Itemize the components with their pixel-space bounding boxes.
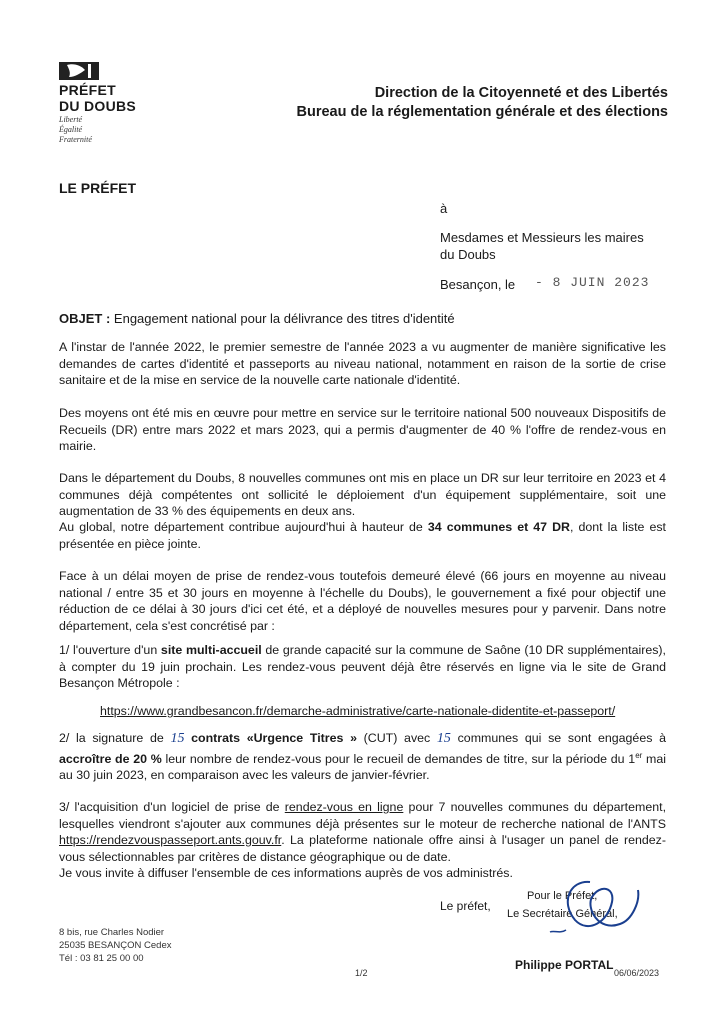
recipient-line1: Mesdames et Messieurs les maires xyxy=(440,230,644,245)
sender: LE PRÉFET xyxy=(59,180,137,196)
signature-le-prefet: Le préfet, xyxy=(440,899,491,913)
paragraph-7: 2/ la signature de 15 contrats «Urgence Titres » (CUT) avec 15 communes qui se sont engagées à accroître de 20 % leur nombre de rendez-vous pour le recueil de demandes de titre, sur la période du 1er mai au 30 juin 2023, en comparaison avec les valeurs de janvier-février. xyxy=(59,731,666,783)
recipient-line2: du Doubs xyxy=(440,247,496,262)
prefecture-name: PRÉFET DU DOUBS xyxy=(59,82,137,114)
subject-line xyxy=(59,311,455,326)
date-stamp: - 8 JUIN 2023 xyxy=(535,275,650,290)
grand-besancon-link[interactable]: https://www.grandbesancon.fr/demarche-administrative/carte-nationale-didentite-et-passeport/ xyxy=(100,704,616,718)
paragraph-8: 3/ l'acquisition d'un logiciel de prise de rendez-vous en ligne pour 7 nouvelles communes du département, lesquelles viendront s'ajouter aux communes déjà présentes sur le moteur de recherche national de l'ANTS https://rendezvouspasseport.ants.gouv.fr. La plateforme nationale offre ainsi à l'usager un panel de rendez-vous sélectionnables par critères de distance géographique ou de date. xyxy=(59,800,667,864)
signature-secretaire: Le Secrétaire Général, xyxy=(507,908,618,920)
signature-pour-le-prefet: Pour le Préfet, xyxy=(527,890,598,902)
page-number: 1/2 xyxy=(355,968,368,978)
place-date: Besançon, le xyxy=(440,277,516,292)
ants-link[interactable]: https://rendezvouspasseport.ants.gouv.fr xyxy=(59,833,282,848)
subject-text: Engagement national pour la délivrance des titres d'identité xyxy=(113,311,455,326)
online-booking-underlined: rendez-vous en ligne xyxy=(284,800,404,814)
paragraph-6: 1/ l'ouverture d'un site multi-accueil de grande capacité sur la commune de Saône (10 DR supplémentaires), à compter du 19 juin prochain. Les rendez-vous peuvent déjà être réservés en ligne via le site de Grand Besançon Métropole : xyxy=(59,643,666,691)
signatory-name: Philippe PORTAL xyxy=(515,958,614,972)
footer-date: 06/06/2023 xyxy=(614,968,660,978)
paragraph-2: Des moyens ont été mis en œuvre pour mettre en service sur le territoire national 500 nouveaux Dispositifs de Recueils (DR) entre mars 2022 et mars 2023, qui a permis d'augmenter de 40 % l'offre de rendez-vous en mairie. xyxy=(59,406,666,454)
handwritten-signature xyxy=(520,872,650,952)
handwritten-count-2: 15 xyxy=(436,731,451,746)
paragraph-4: Au global, notre département contribue aujourd'hui à hauteur de 34 communes et 47 DR, dont la liste est présentée en pièce jointe. xyxy=(59,520,666,551)
paragraph-1: A l'instar de l'année 2022, le premier semestre de l'année 2023 a vu augmenter de manière significative les demandes de cartes d'identité et passeports au niveau national, notamment en raison de la sortie de crise sanitaire et de la mise en service de la nouvelle carte nationale d'identité. xyxy=(59,340,666,388)
paragraph-5: Face à un délai moyen de prise de rendez-vous toutefois demeuré élevé (66 jours en moyenne au niveau national / entre 35 et 30 jours en moyenne à l'échelle du Doubs), le gouvernement a fixé pour objectif une réduction de ce délai à 30 jours d'ici cet été, et a déployé de nouvelles mesures pour y parvenir. Dans notre département, cela s'est concrétisé par : xyxy=(59,569,666,633)
paragraph-3: Dans le département du Doubs, 8 nouvelles communes ont mis en place un DR sur leur territoire en 2023 et 4 communes déjà compétentes ont sollicité le déploiement d'un équipement supplémentaire, soit une augmentation de 33 % des équipements en deux ans. xyxy=(59,471,666,519)
marianne-logo-icon xyxy=(59,62,99,80)
recipient-to: à xyxy=(440,201,448,216)
subject-label: OBJET : xyxy=(59,311,111,326)
department-heading: Direction de la Citoyenneté et des Libertés Bureau de la réglementation générale et des élections xyxy=(296,85,668,120)
handwritten-count-1: 15 xyxy=(170,731,185,746)
republic-motto: Liberté Égalité Fraternité xyxy=(59,115,92,144)
footer-address: 8 bis, rue Charles Nodier 25035 BESANÇON Cedex Tél : 03 81 25 00 00 xyxy=(59,927,172,964)
paragraph-9: Je vous invite à diffuser l'ensemble de ces informations auprès de vos administrés. xyxy=(59,866,513,880)
